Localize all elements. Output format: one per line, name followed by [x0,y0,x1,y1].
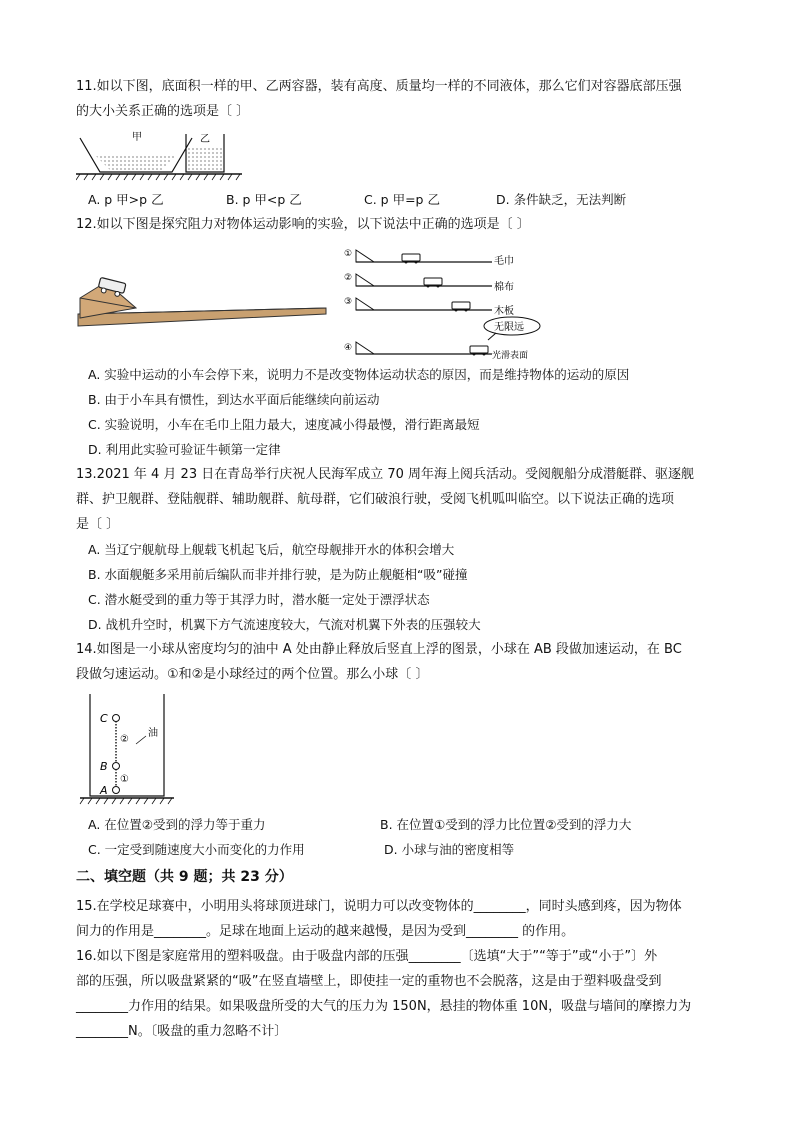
point-b: B [100,760,108,773]
position-2: ② [120,734,129,745]
row-label-4: ④ [344,343,353,353]
q14-line1: 14.如图是一小球从密度均匀的油中 A 处由静止释放后竖直上浮的图景，小球在 AB 段做加速运动，在 BC [76,642,682,657]
q13-option-b[interactable]: B. 水面舰艇多采用前后编队而非并排行驶，是为防止舰艇相“吸”碰撞 [88,567,468,582]
car-2 [424,278,442,285]
q14-option-a[interactable]: A. 在位置②受到的浮力等于重力 [88,817,266,832]
q14-line2: 段做匀速运动。①和②是小球经过的两个位置。那么小球〔 〕 [76,667,429,682]
q13-line2: 群、护卫舰群、登陆舰群、辅助舰群、航母群，它们破浪行驶，受阅飞机呱叫临空。以下说法正确的选项 [76,492,675,507]
q12-option-c[interactable]: C. 实验说明，小车在毛巾上阻力最大，速度减小得最慢，滑行距离最短 [88,417,480,432]
ball-b [113,763,120,770]
q16-line2: 部的压强，所以吸盘紧紧的“吸”在竖直墙壁上，即使挂一定的重物也不会脱落，这是由于塑料吸盘受到 [76,974,662,989]
q12-ramp-figure [76,268,328,330]
q12-line1: 12.如以下图是探究阻力对物体运动影响的实验，以下说法中正确的选项是〔 〕 [76,217,530,232]
car-4 [470,346,488,353]
row-label-3: ③ [344,297,353,307]
car-1 [402,254,420,261]
q14-oil-figure [76,690,186,814]
q11-option-a[interactable]: A. p 甲>p 乙 [88,192,164,207]
q13-option-d[interactable]: D. 战机升空时，机翼下方气流速度较大，气流对机翼下外表的压强较大 [88,617,481,632]
surface-label-4: 光滑表面 [492,351,529,361]
q14-option-c[interactable]: C. 一定受到随速度大小而变化的力作用 [88,842,305,857]
point-c: C [100,712,108,725]
point-a: A [100,784,108,797]
surface-label-2: 棉布 [494,282,514,293]
car-3 [452,302,470,309]
bubble-text: 无限远 [494,322,524,333]
q11-line2: 的大小关系正确的选项是〔 〕 [76,104,250,119]
q14-option-b[interactable]: B. 在位置①受到的浮力比位置②受到的浮力大 [380,817,632,832]
jia-liquid [96,156,176,172]
section-title: 二、填空题（共 9 题；共 23 分） [76,869,293,885]
q15-line1: 15.在学校足球赛中，小明用头将球顶进球门，说明力可以改变物体的________，同时头感到疼，因为物体 [76,899,682,914]
jia-label: 甲 [132,132,142,143]
q16-line4: ________N。〔吸盘的重力忽略不计〕 [76,1024,288,1039]
yi-label: 乙 [200,134,210,145]
q12-option-a[interactable]: A. 实验中运动的小车会停下来，说明力不是改变物体运动状态的原因，而是维持物体的运动的原因 [88,367,630,382]
q11-containers-figure [76,128,246,188]
row-label-1: ① [344,249,353,259]
q12-option-b[interactable]: B. 由于小车具有惯性，到达水平面后能继续向前运动 [88,392,380,407]
q13-option-c[interactable]: C. 潜水艇受到的重力等于其浮力时，潜水艇一定处于漂浮状态 [88,592,430,607]
ground-hatch [76,174,240,180]
q13-option-a[interactable]: A. 当辽宁舰航母上舰载飞机起飞后，航空母舰排开水的体积会增大 [88,542,455,557]
q11-option-d[interactable]: D. 条件缺乏，无法判断 [496,192,627,207]
q15-line2: 间力的作用是________。足球在地面上运动的越来越慢，是因为受到________ 的作用。 [76,924,575,939]
ball-a [113,787,120,794]
q13-line3: 是〔 〕 [76,517,120,532]
q16-line3: ________力作用的结果。如果吸盘所受的大气的压力为 150N，悬挂的物体重 10N，吸盘与墙间的摩擦力为 [76,999,692,1014]
ball-c [113,715,120,722]
q12-surfaces-figure [342,242,562,362]
q11-line1: 11.如以下图，底面积一样的甲、乙两容器，装有高度、质量均一样的不同液体，那么它们对容器底部压强 [76,79,682,94]
q12-option-d[interactable]: D. 利用此实验可验证牛顿第一定律 [88,442,281,457]
position-1: ① [120,774,129,785]
q16-line1: 16.如以下图是家庭常用的塑料吸盘。由于吸盘内部的压强________〔选填“大于”“等于”或“小于”〕外 [76,949,658,964]
q13-line1: 13.2021 年 4 月 23 日在青岛举行庆祝人民海军成立 70 周年海上阅兵活动。受阅舰船分成潜艇群、驱逐舰 [76,467,695,482]
q11-option-c[interactable]: C. p 甲=p 乙 [364,192,440,207]
yi-liquid [188,148,222,172]
surface-label-3: 木板 [494,306,514,317]
q11-option-b[interactable]: B. p 甲<p 乙 [226,192,302,207]
q14-option-d[interactable]: D. 小球与油的密度相等 [384,842,515,857]
oil-label: 油 [148,728,158,739]
row-label-2: ② [344,273,353,283]
surface-label-1: 毛巾 [494,256,514,267]
